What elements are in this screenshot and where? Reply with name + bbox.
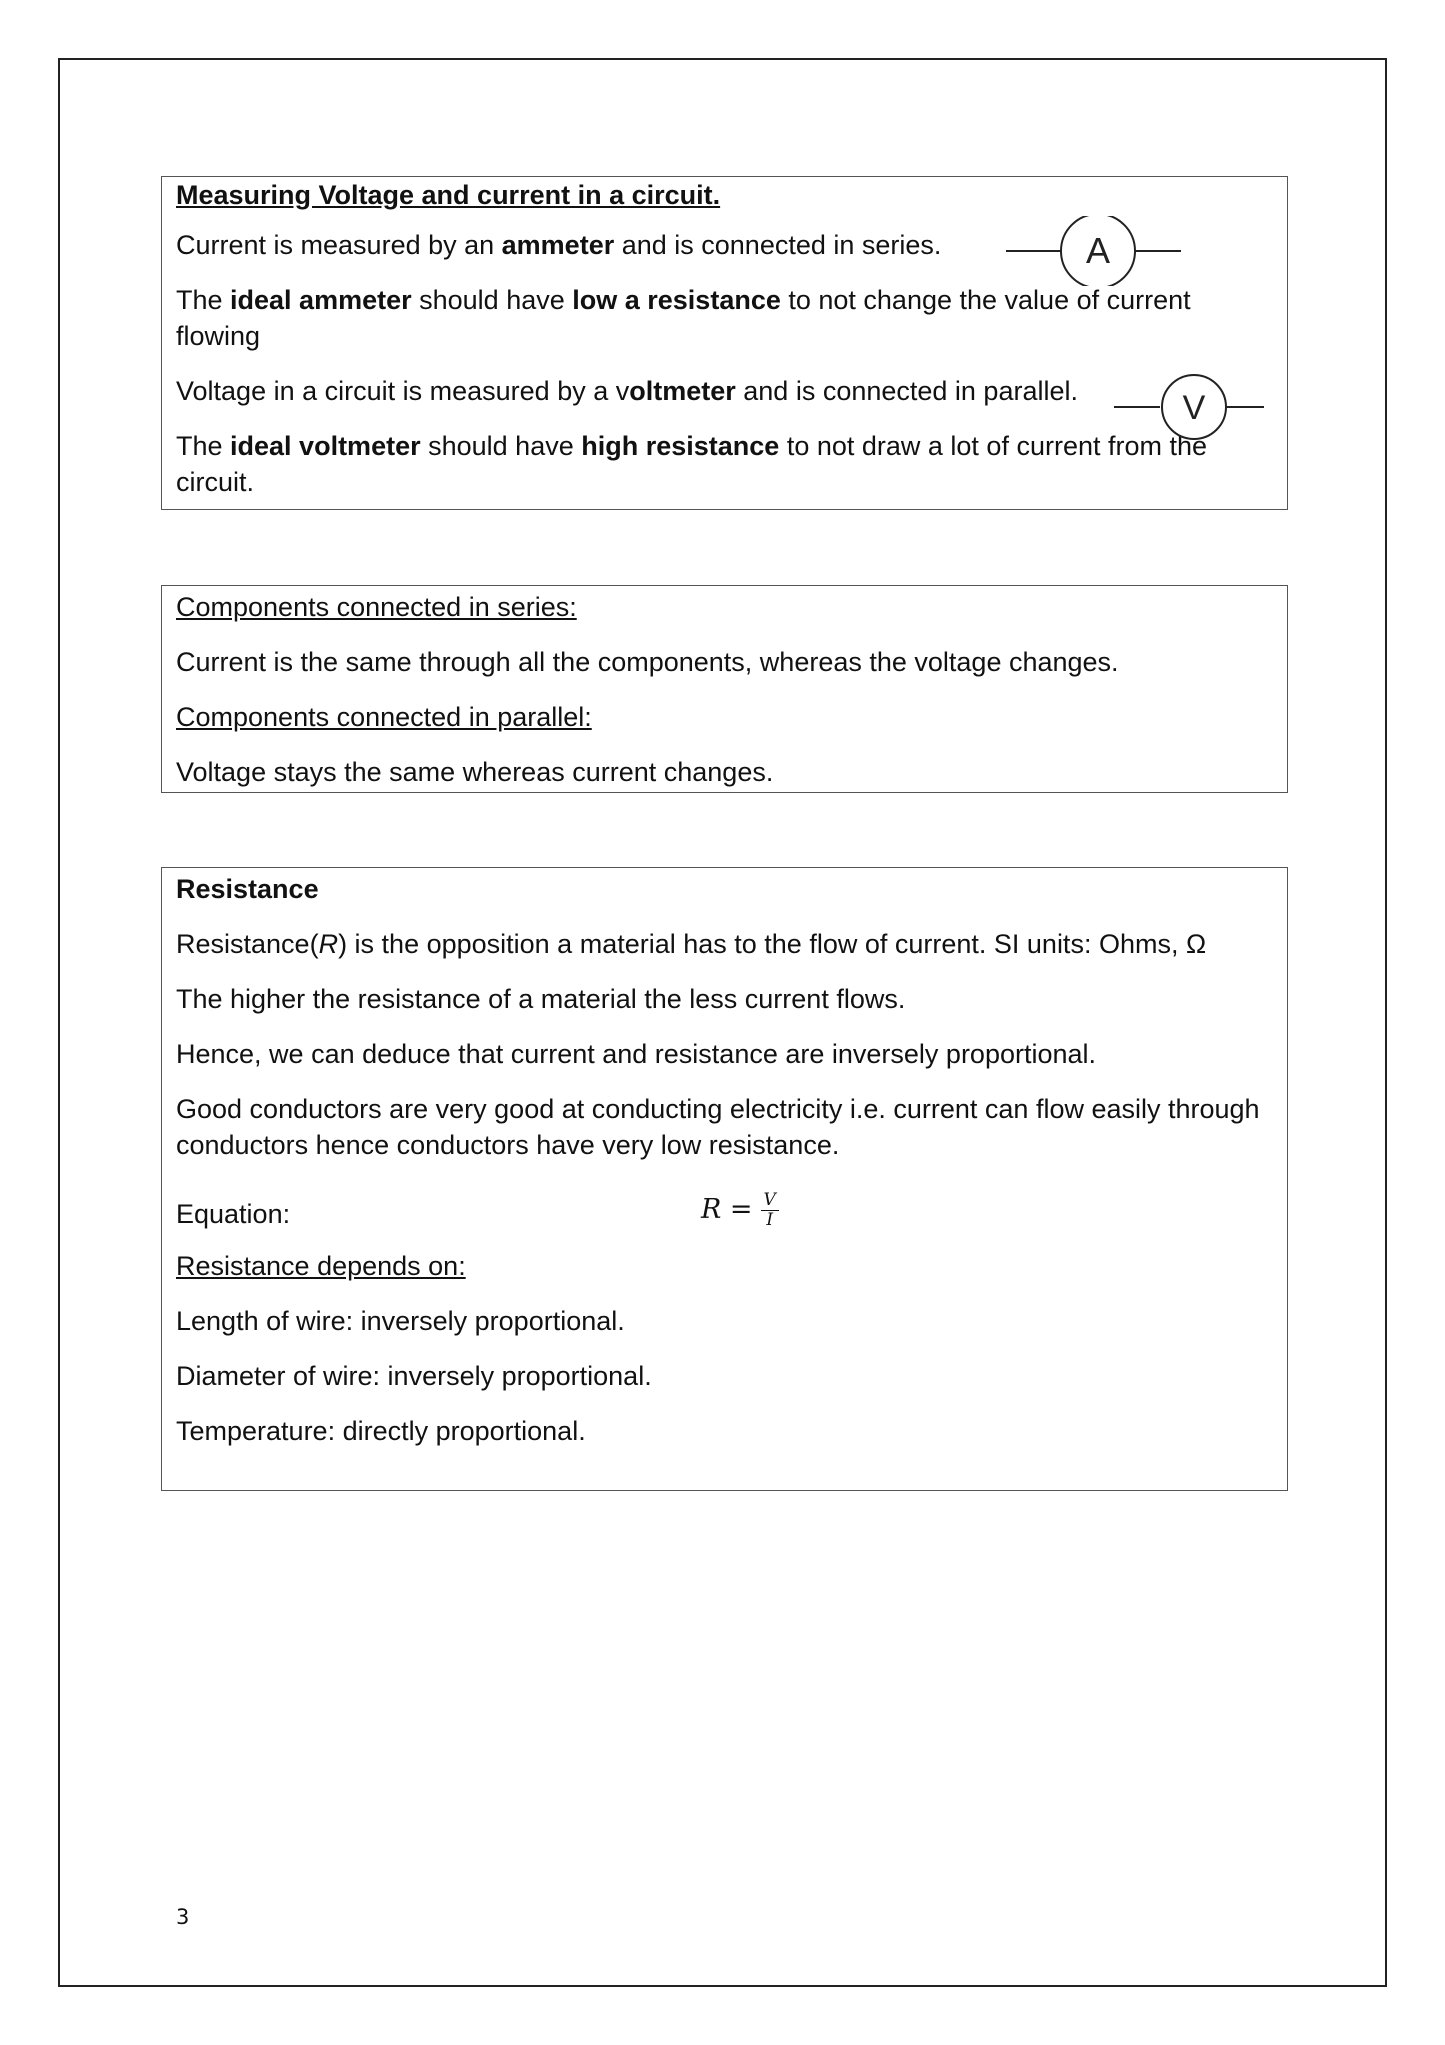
ideal-voltmeter-line: The ideal voltmeter should have high resistance to not draw a lot of current from the circuit. (176, 431, 1208, 497)
equation-row (176, 1182, 1273, 1238)
resistance-p2: The higher the resistance of a material the less current flows. (176, 984, 906, 1014)
equation-label: Equation: (176, 1199, 291, 1229)
resistance-p3: Hence, we can deduce that current and resistance are inversely proportional. (176, 1039, 1097, 1069)
series-text: Current is the same through all the components, whereas the voltage changes. (176, 647, 1119, 677)
depends-heading: Resistance depends on: (176, 1251, 466, 1281)
series-heading: Components connected in series: (176, 592, 577, 622)
measuring-heading: Measuring Voltage and current in a circuit. (176, 180, 721, 210)
ideal-ammeter-line: The ideal ammeter should have low a resistance to not change the value of current flowing (176, 285, 1191, 351)
ammeter-letter: A (1085, 230, 1111, 271)
ammeter-symbol-icon (1006, 216, 1146, 286)
resistance-heading: Resistance (176, 874, 319, 904)
resistance-box (161, 867, 1288, 1491)
depends-item: Diameter of wire: inversely proportional. (176, 1361, 652, 1391)
voltmeter-line: Voltage in a circuit is measured by a voltmeter and is connected in parallel. (176, 376, 1078, 406)
parallel-heading: Components connected in parallel: (176, 702, 592, 732)
depends-item: Length of wire: inversely proportional. (176, 1306, 625, 1336)
resistance-definition: Resistance(R) is the opposition a material has to the flow of current. SI units: Ohms, Ω (176, 929, 1207, 959)
voltmeter-symbol-icon (1114, 372, 1254, 442)
ammeter-line: Current is measured by an ammeter and is connected in series. (176, 230, 942, 260)
voltmeter-letter: V (1182, 389, 1206, 427)
resistance-p4: Good conductors are very good at conducting electricity i.e. current can flow easily through conductors hence conductors have very low resistance. (176, 1094, 1260, 1160)
equation-formula: R = $\frac{V}{I}$ (701, 1182, 779, 1238)
depends-item: Temperature: directly proportional. (176, 1416, 586, 1446)
parallel-text: Voltage stays the same whereas current changes. (176, 757, 774, 787)
page-number: 3 (176, 1905, 190, 1929)
series-parallel-box (161, 585, 1288, 793)
